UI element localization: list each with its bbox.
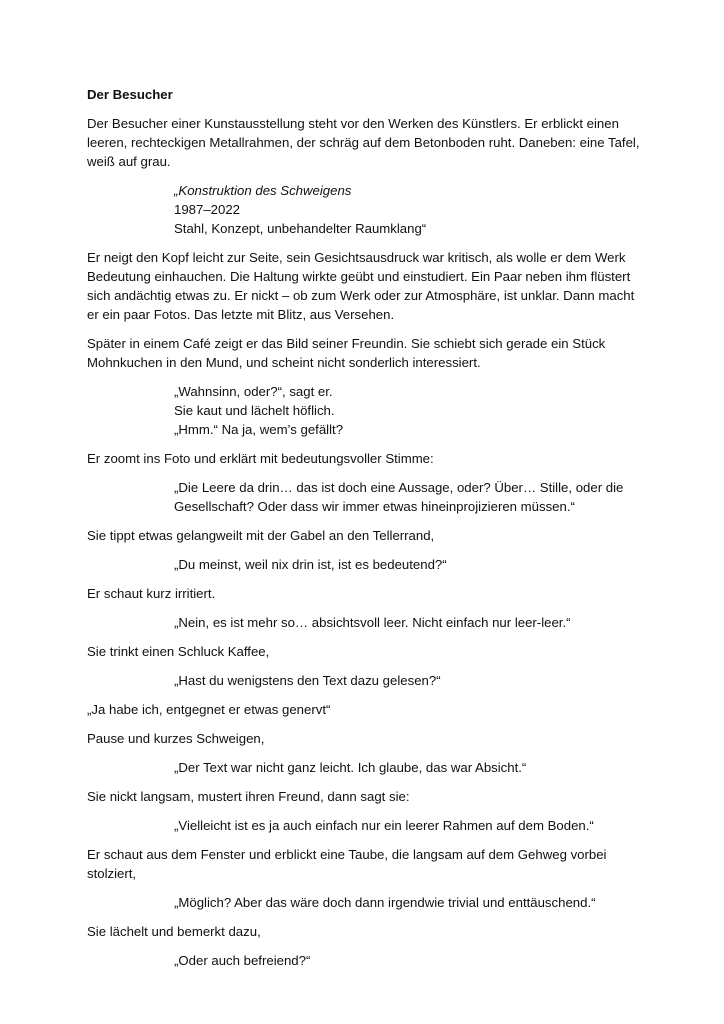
document-title: Der Besucher xyxy=(87,87,173,102)
dialogue-4: „Nein, es ist mehr so… absichtsvoll leer. Nicht einfach nur leer-leer.“ xyxy=(174,615,571,630)
paragraph-10: Sie nickt langsam, mustert ihren Freund, dann sagt sie: xyxy=(87,789,410,804)
paragraph-4: Er zoomt ins Foto und erklärt mit bedeutungsvoller Stimme: xyxy=(87,451,434,466)
dialogue-8: „Möglich? Aber das wäre doch dann irgendwie trivial und enttäuschend.“ xyxy=(174,895,596,910)
paragraph-5: Sie tippt etwas gelangweilt mit der Gabel an den Tellerrand, xyxy=(87,528,435,543)
paragraph-3: Später in einem Café zeigt er das Bild seiner Freundin. Sie schiebt sich gerade ein Stück Mohnkuchen in den Mund, und scheint nicht sonderlich interessiert. xyxy=(87,336,606,370)
paragraph-12: Sie lächelt und bemerkt dazu, xyxy=(87,924,261,939)
dialogue-6: „Der Text war nicht ganz leicht. Ich glaube, das war Absicht.“ xyxy=(174,760,527,775)
paragraph-9: Pause und kurzes Schweigen, xyxy=(87,731,265,746)
paragraph-2: Er neigt den Kopf leicht zur Seite, sein Gesichtsausdruck war kritisch, als wolle er dem Werk Bedeutung einhauchen. Die Haltung wirkte geübt und einstudiert. Ein Paar neben ihm flüstert sich andächtig etwas zu. Er nickt – ob zum Werk oder zur Atmosphäre, ist unklar. Dann macht er ein paar Fotos. Das letzte mit Blitz, aus Versehen. xyxy=(87,250,635,322)
paragraph-11: Er schaut aus dem Fenster und erblickt eine Taube, die langsam auf dem Gehweg vorbei stolziert, xyxy=(87,847,607,881)
plaque-block xyxy=(87,181,640,238)
plaque-title: „Konstruktion des Schweigens xyxy=(174,183,352,198)
dialogue-3: „Du meinst, weil nix drin ist, ist es bedeutend?“ xyxy=(174,557,447,572)
paragraph-intro: Der Besucher einer Kunstausstellung steht vor den Werken des Künstlers. Er erblickt einen leeren, rechteckigen Metallrahmen, der schräg auf dem Betonboden ruht. Daneben: eine Tafel, weiß auf grau. xyxy=(87,116,640,169)
dialogue-9: „Oder auch befreiend?“ xyxy=(174,953,311,968)
paragraph-8: „Ja habe ich, entgegnet er etwas genervt“ xyxy=(87,702,331,717)
dialogue-7: „Vielleicht ist es ja auch einfach nur ein leerer Rahmen auf dem Boden.“ xyxy=(174,818,594,833)
plaque-material: Stahl, Konzept, unbehandelter Raumklang“ xyxy=(174,221,427,236)
dialogue-5: „Hast du wenigstens den Text dazu gelesen?“ xyxy=(174,673,441,688)
dialogue-1 xyxy=(87,382,640,439)
plaque-years: 1987–2022 xyxy=(174,202,241,217)
dialogue-1-line-3: „Hmm.“ Na ja, wem’s gefällt? xyxy=(174,422,344,437)
dialogue-2: „Die Leere da drin… das ist doch eine Aussage, oder? Über… Stille, oder die Gesellschaft? Oder dass wir immer etwas hineinprojizieren müssen.“ xyxy=(174,480,624,514)
dialogue-1-line-1: „Wahnsinn, oder?“, sagt er. xyxy=(174,384,333,399)
dialogue-1-line-2: Sie kaut und lächelt höflich. xyxy=(174,403,335,418)
paragraph-6: Er schaut kurz irritiert. xyxy=(87,586,216,601)
paragraph-7: Sie trinkt einen Schluck Kaffee, xyxy=(87,644,270,659)
